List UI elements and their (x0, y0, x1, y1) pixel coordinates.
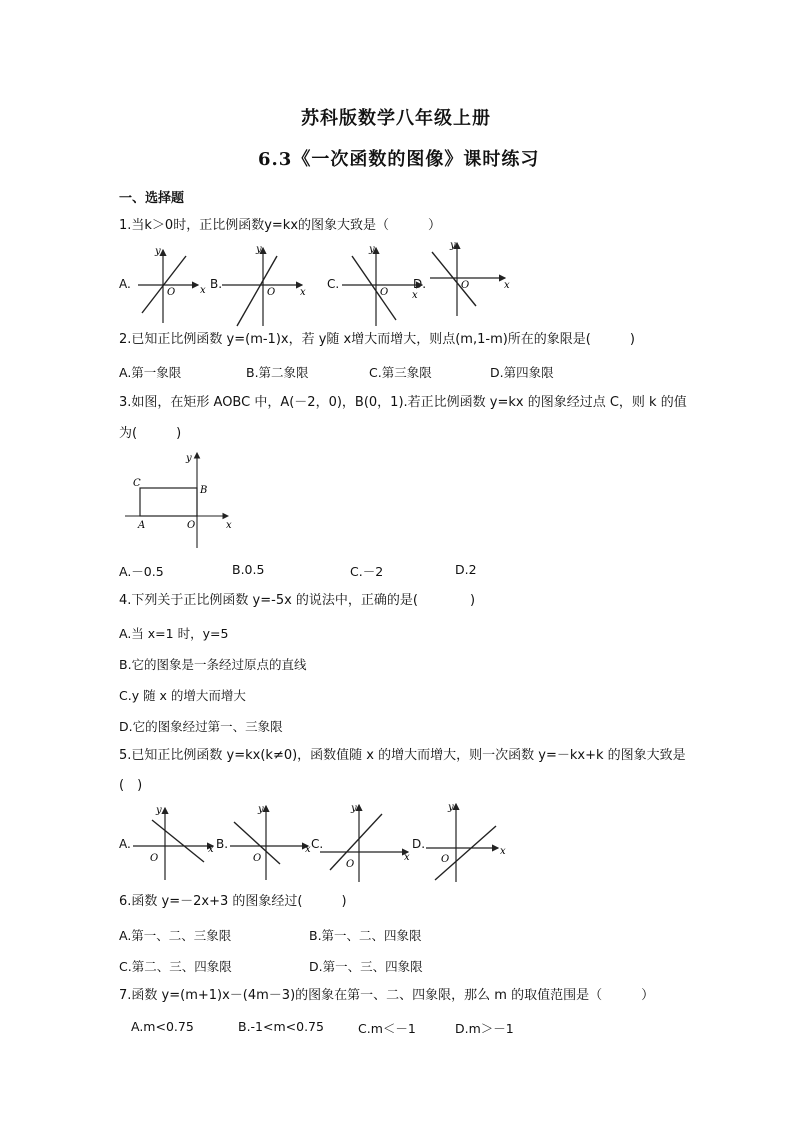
question-5-line-2: ( ) (119, 778, 143, 793)
q5-option-c-label: C. (311, 837, 324, 851)
question-6: 6.函数 y=－2x+3 的图象经过( ) (119, 894, 347, 909)
q5-option-a-label: A. (119, 837, 131, 851)
q5-option-b-label: B. (216, 837, 229, 851)
q3-label-c: C (133, 478, 141, 489)
q1-graphs (130, 238, 530, 328)
q2-option-c: C.第三象限 (369, 365, 432, 380)
question-3-line-1: 3.如图，在矩形 AOBC 中，A(－2，0)，B(0，1).若正比例函数 y=kx 的图象经过点 C，则 k 的值 (119, 395, 687, 410)
q3-option-b: B.0.5 (232, 562, 265, 577)
q6-option-a: A.第一、二、三象限 (119, 928, 232, 943)
q1d-origin: O (461, 280, 470, 291)
q1c-origin: O (380, 287, 389, 298)
q6-option-d: D.第一、三、四象限 (309, 959, 423, 974)
q1d-x-label: x (504, 280, 510, 291)
q2-option-a: A.第一象限 (119, 365, 182, 380)
q5-graph-d (426, 802, 506, 882)
q1-option-d-label: D. (413, 277, 427, 291)
q5d-origin: O (441, 854, 450, 865)
q6-option-b: B.第一、二、四象限 (309, 928, 422, 943)
q3-label-y: y (186, 453, 192, 464)
q7-option-c: C.m＜－1 (358, 1021, 416, 1036)
q2-option-d: D.第四象限 (490, 365, 554, 380)
q4-option-a: A.当 x=1 时，y=5 (119, 626, 229, 641)
q5-option-d-label: D. (412, 837, 426, 851)
q3-label-x: x (226, 520, 232, 531)
q5c-y-label: y (351, 803, 357, 814)
q2-option-b: B.第二象限 (246, 365, 309, 380)
q1c-x-label: x (412, 290, 418, 301)
question-7: 7.函数 y=(m+1)x－(4m－3)的图象在第一、二、四象限，那么 m 的取值范围是（ ） (119, 988, 655, 1003)
q1-option-b-label: B. (210, 277, 223, 291)
q1-graph-b (222, 244, 306, 326)
q1b-y-label: y (256, 244, 262, 255)
question-5-line-1: 5.已知正比例函数 y=kx(k≠0)，函数值随 x 的增大而增大，则一次函数 y=－kx+k 的图象大致是 (119, 748, 686, 763)
q5d-y-label: y (448, 802, 454, 813)
question-4: 4.下列关于正比例函数 y=-5x 的说法中，正确的是( ) (119, 593, 476, 608)
q5c-origin: O (346, 859, 355, 870)
q5-graphs (130, 800, 520, 882)
q1-option-a-label: A. (119, 277, 131, 291)
q3-label-b: B (200, 485, 208, 496)
q7-option-d: D.m＞－1 (455, 1021, 514, 1036)
q3-label-o: O (187, 520, 196, 531)
page-subtitle: 6.3《一次函数的图像》课时练习 (258, 149, 540, 170)
q4-option-b: B.它的图象是一条经过原点的直线 (119, 657, 307, 672)
q1d-y-label: y (450, 240, 456, 251)
q5b-x-label: x (305, 844, 311, 855)
q5b-origin: O (253, 853, 262, 864)
q1-graph-a (138, 246, 206, 323)
q1c-y-label: y (369, 244, 375, 255)
q3-figure (120, 450, 240, 550)
q1-graph-d (430, 240, 510, 316)
q5b-y-label: y (258, 804, 264, 815)
q5d-x-label: x (500, 846, 506, 857)
q5-graph-c (320, 803, 410, 882)
q1-graph-c (342, 244, 422, 326)
q5-graph-a (133, 805, 214, 880)
q1a-y-label: y (155, 246, 161, 257)
q1b-origin: O (267, 287, 276, 298)
q5c-x-label: x (404, 852, 410, 863)
question-1: 1.当k＞0时，正比例函数y=kx的图象大致是（ ） (119, 218, 442, 233)
q5a-x-label: x (208, 844, 214, 855)
q3-option-c: C.－2 (350, 564, 384, 579)
q4-option-d: D.它的图象经过第一、三象限 (119, 719, 283, 734)
q3-option-a: A.－0.5 (119, 564, 164, 579)
q5a-origin: O (150, 853, 159, 864)
page-title: 苏科版数学八年级上册 (301, 108, 491, 129)
section-heading: 一、选择题 (119, 191, 185, 206)
q3-label-a: A (138, 520, 146, 531)
q1a-origin: O (167, 287, 176, 298)
q1a-x-label: x (200, 285, 206, 296)
q4-option-c: C.y 随 x 的增大而增大 (119, 688, 246, 703)
q7-option-b: B.-1<m<0.75 (238, 1019, 324, 1034)
question-3-line-2: 为( ) (119, 426, 182, 441)
q1b-x-label: x (300, 287, 306, 298)
q6-option-c: C.第二、三、四象限 (119, 959, 232, 974)
q1-option-c-label: C. (327, 277, 340, 291)
q5a-y-label: y (156, 805, 162, 816)
question-2: 2.已知正比例函数 y=(m-1)x，若 y随 x增大而增大，则点(m,1-m)所在的象限是( ) (119, 332, 635, 347)
q5-graph-b (230, 804, 311, 880)
q3-option-d: D.2 (455, 562, 477, 577)
q7-option-a: A.m<0.75 (131, 1019, 194, 1034)
